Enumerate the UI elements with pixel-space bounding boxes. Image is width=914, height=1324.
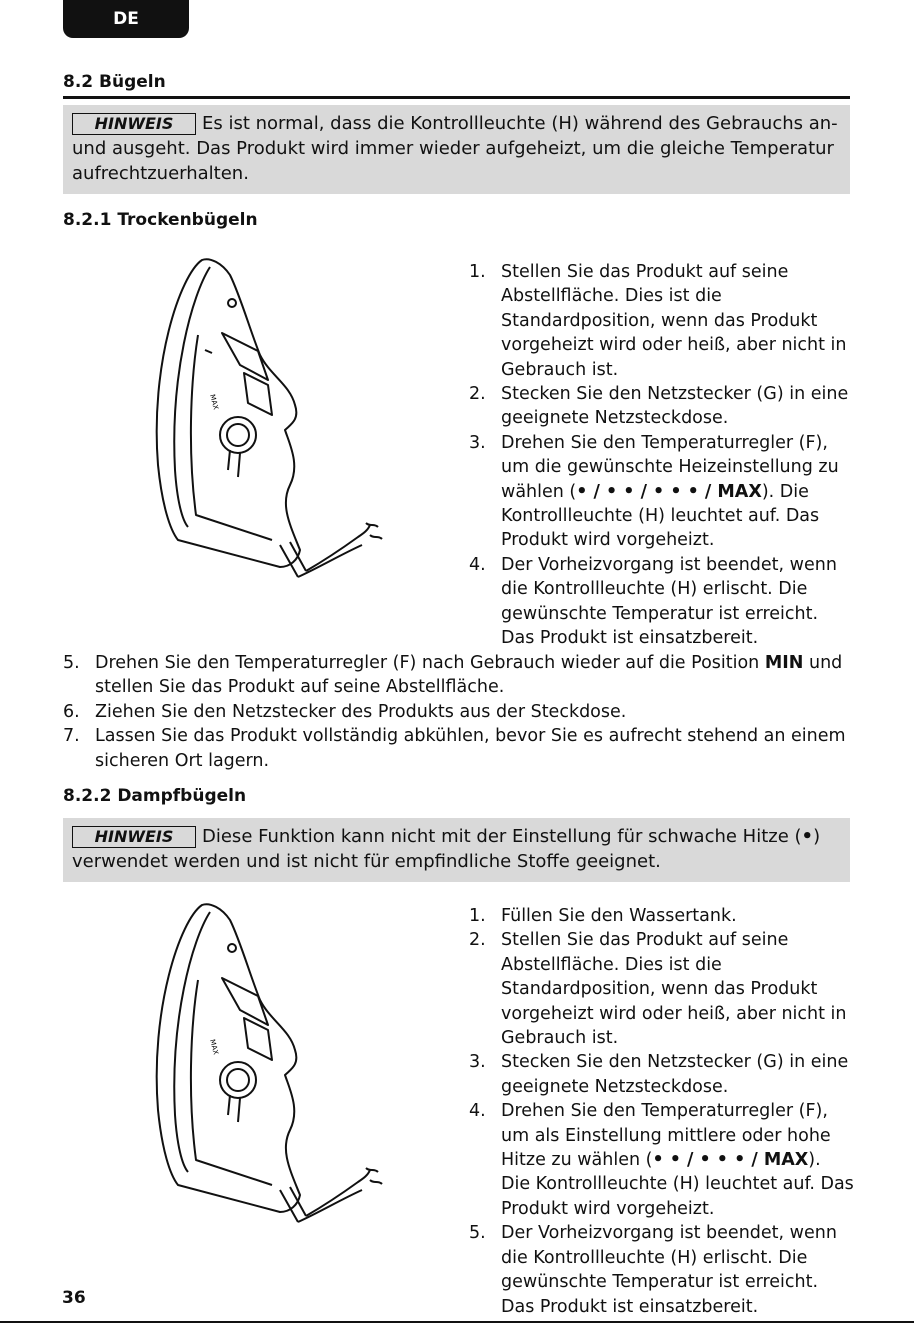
note-box-steam: HINWEIS Diese Funktion kann nicht mit der Einstellung für schwache Hitze (•) verwendet werden und ist nicht für empfindliche Stoffe geeignet.	[63, 818, 850, 882]
dial-label: MAX	[208, 1038, 220, 1056]
dry-steps-list-wide	[63, 651, 853, 773]
note-text: Es ist normal, dass die Kontrollleuchte (H) während des Gebrauchs an- und ausgeht. Das Produkt wird immer wieder aufgeheizt, um die gleiche Temperatur aufrechtzuerhalten.	[72, 113, 838, 184]
list-item: 1. Stellen Sie das Produkt auf seine Abstellfläche. Dies ist die Standardposition, wenn das Produkt vorgeheizt wird oder heiß, aber nicht in Gebrauch ist.	[469, 262, 847, 380]
page-number: 36	[62, 1288, 86, 1308]
iron-illustration	[140, 255, 390, 585]
list-item: 2. Stecken Sie den Netzstecker (G) in eine geeignete Netzsteckdose.	[469, 384, 849, 429]
list-item: 4. Drehen Sie den Temperaturregler (F), um als Einstellung mittlere oder hohe Hitze zu wählen (• • / • • • / MAX). Die Kontrollleuchte (H) leuchtet auf. Das Produkt wird vorgeheizt.	[469, 1101, 854, 1219]
note-box	[63, 105, 850, 194]
list-item: 5. Drehen Sie den Temperaturregler (F) nach Gebrauch wieder auf die Position MIN und stellen Sie das Produkt auf seine Abstellfläche.	[63, 653, 843, 698]
list-item: 3. Stecken Sie den Netzstecker (G) in eine geeignete Netzsteckdose.	[469, 1052, 849, 1097]
language-tab: DE	[63, 0, 189, 38]
section-title: 8.2 Bügeln	[63, 72, 850, 99]
iron-illustration	[140, 900, 390, 1230]
list-item: 5. Der Vorheizvorgang ist beendet, wenn die Kontrollleuchte (H) erlischt. Die gewünschte Temperatur ist erreicht. Das Produkt ist einsatzbereit.	[469, 1223, 837, 1317]
list-item: 6. Ziehen Sie den Netzstecker des Produkts aus der Steckdose.	[63, 701, 627, 722]
list-item: 1. Füllen Sie den Wassertank.	[469, 906, 737, 926]
subsection-title-dry: 8.2.1 Trockenbügeln	[63, 210, 258, 230]
subsection-title-steam: 8.2.2 Dampfbügeln	[63, 786, 247, 806]
list-item: 4. Der Vorheizvorgang ist beendet, wenn die Kontrollleuchte (H) erlischt. Die gewünschte Temperatur ist erreicht. Das Produkt ist einsatzbereit.	[469, 554, 837, 649]
list-item: 3. Drehen Sie den Temperaturregler (F), um die gewünschte Heizeinstellung zu wählen (• / • • / • • • / MAX). Die Kontrollleuchte (H) leuchtet auf. Das Produkt wird vorgeheizt.	[469, 432, 839, 551]
bottom-rule	[0, 1321, 914, 1323]
list-item: 7. Lassen Sie das Produkt vollständig abkühlen, bevor Sie es aufrecht stehend an einem sicheren Ort lagern.	[63, 726, 846, 771]
dry-steps-list	[469, 260, 854, 651]
dial-label: MAX	[208, 393, 220, 411]
steam-steps-list	[469, 904, 854, 1319]
list-item: 2. Stellen Sie das Produkt auf seine Abstellfläche. Dies ist die Standardposition, wenn das Produkt vorgeheizt wird oder heiß, aber nicht in Gebrauch ist.	[469, 930, 847, 1049]
note-tag: HINWEIS	[72, 826, 196, 848]
note-tag: HINWEIS	[72, 113, 196, 135]
